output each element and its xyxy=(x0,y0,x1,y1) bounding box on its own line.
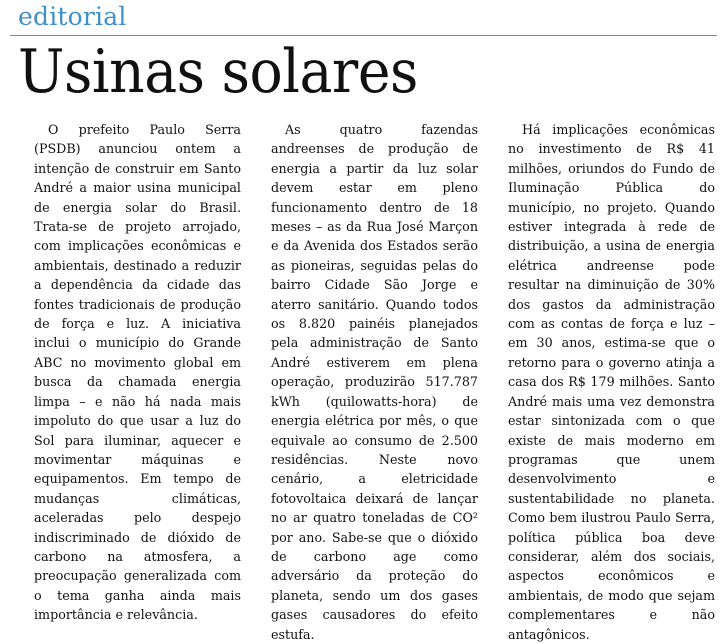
article-column-1 xyxy=(34,120,241,623)
headline: Usinas solares xyxy=(18,37,418,107)
section-label: editorial xyxy=(18,2,127,31)
paragraph-3: Há implicações econômicas no investimento de R$ 41 milhões, oriundos do Fundo de Iluminação Pública do município, no projeto. Quando estiver integrada à rede de distribuição, a usina de energia elétrica andreense pode resultar na diminuição de 30% dos gastos da administração com as contas de força e luz – em 30 anos, estima-se que o retorno para o governo atinja a casa dos R$ 179 milhões. Santo André mais uma vez demonstra estar sintonizada com o que existe de mais moderno em programas que unem desenvolvimento e sustentabilidade no planeta. Como bem ilustrou Paulo Serra, política pública boa deve considerar, além dos sociais, aspectos econômicos e ambientais, de modo que sejam complementares e não antagônicos. xyxy=(508,122,715,642)
section-divider xyxy=(10,35,717,36)
article-column-3 xyxy=(508,120,715,642)
paragraph-1: O prefeito Paulo Serra (PSDB) anunciou ontem a intenção de construir em Santo André a maior usina municipal de energia solar do Brasil. Trata-se de projeto arrojado, com implicações econômicas e ambientais, destinado a reduzir a dependência da cidade das fontes tradicionais de produção de força e luz. A iniciativa inclui o município do Grande ABC no movimento global em busca da chamada energia limpa – e não há nada mais impoluto do que usar a luz do Sol para iluminar, aquecer e movimentar máquinas e equipamentos. Em tempo de mudanças climáticas, aceleradas pelo despejo indiscriminado de dióxido de carbono na atmosfera, a preocupação generalizada com o tema ganha ainda mais importância e relevância. xyxy=(34,122,241,623)
article-column-2 xyxy=(271,120,478,642)
paragraph-2: As quatro fazendas andreenses de produção de energia a partir da luz solar devem estar em pleno funcionamento dentro de 18 meses – as da Rua José Marçon e da Avenida dos Estados serão as pioneiras, seguidas pelas do bairro Cidade São Jorge e aterro sanitário. Quando todos os 8.820 painéis planejados pela administração de Santo André estiverem em plena operação, produzirão 517.787 kWh (quilowatts-hora) de energia elétrica por mês, o que equivale ao consumo de 2.500 residências. Neste novo cenário, a eletricidade fotovoltaica deixará de lançar no ar quatro toneladas de CO² por ano. Sabe-se que o dióxido de carbono age como adversário da proteção do planeta, sendo um dos gases gases causadores do efeito estufa. xyxy=(271,122,478,642)
article-columns xyxy=(34,120,715,642)
